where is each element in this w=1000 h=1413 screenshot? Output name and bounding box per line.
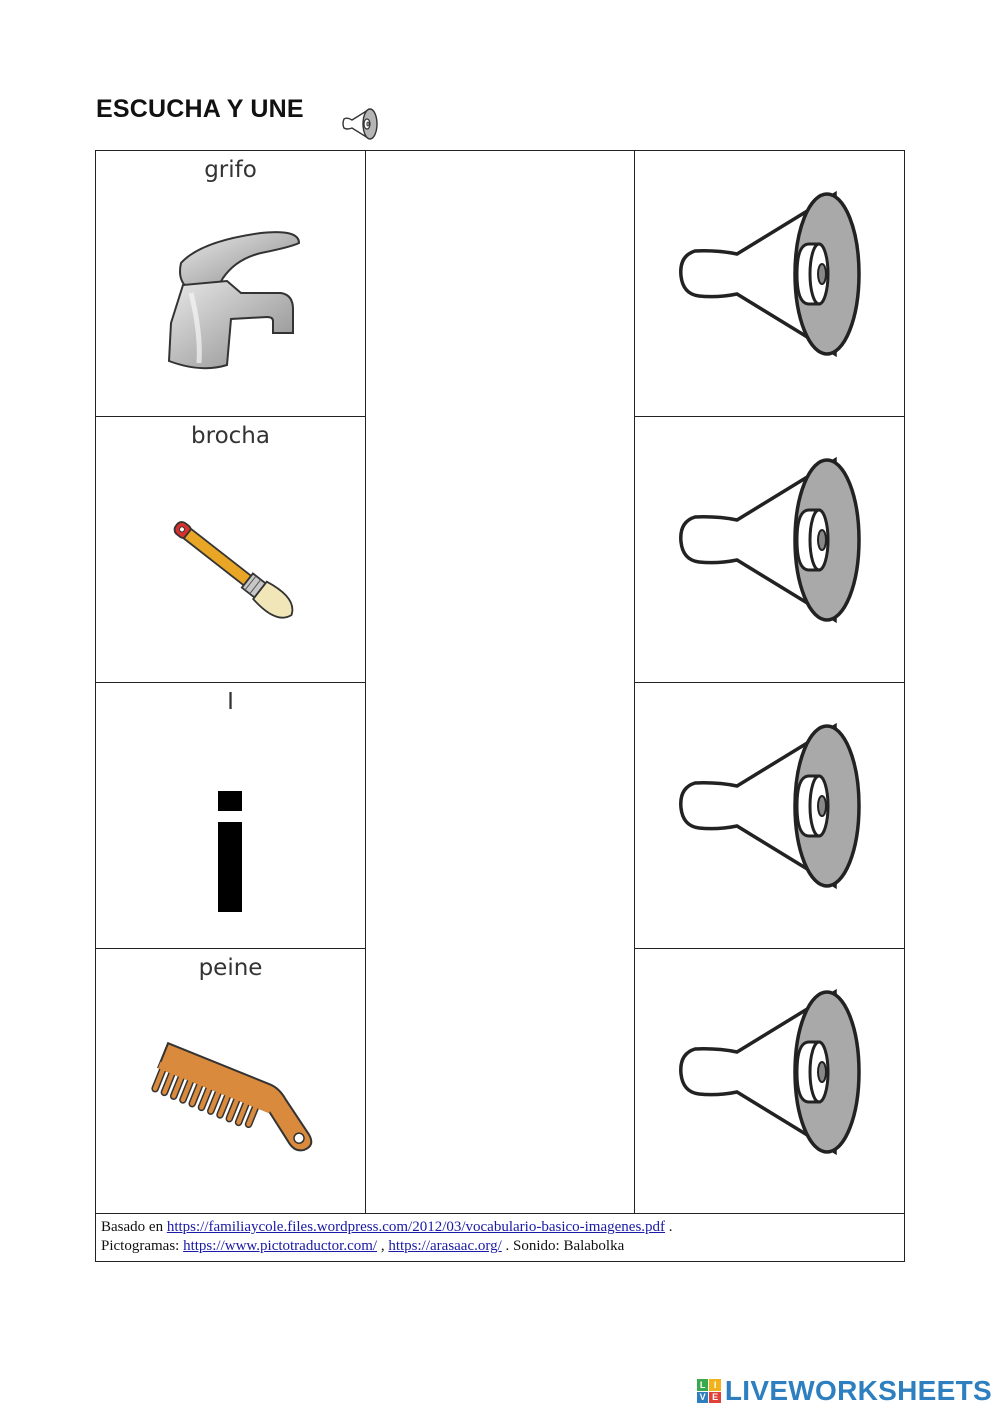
word-label: brocha — [191, 423, 270, 449]
credits-suffix: . — [668, 1219, 673, 1235]
speaker-icon — [677, 718, 867, 893]
speaker-icon — [677, 984, 867, 1159]
speaker-icon — [677, 186, 867, 361]
speaker-icon[interactable] — [340, 104, 384, 144]
comb-icon — [131, 1021, 331, 1181]
matching-grid — [95, 150, 905, 1214]
logo-mark-letter: L — [697, 1379, 709, 1391]
credits-prefix: Basado en — [101, 1219, 164, 1235]
speaker-icon — [677, 452, 867, 627]
logo-text: LIVEWORKSHEETS — [724, 1375, 992, 1406]
logo-mark-letter: I — [709, 1379, 721, 1391]
audio-card-4[interactable] — [635, 949, 905, 1215]
credits-box — [95, 1213, 905, 1262]
credits-line-1 — [101, 1218, 899, 1237]
audio-card-1[interactable] — [635, 151, 905, 417]
faucet-icon — [141, 223, 321, 383]
word-card-grifo[interactable] — [96, 151, 365, 417]
column-divider — [365, 151, 366, 1213]
logo-mark — [697, 1379, 721, 1403]
logo-mark-letter: E — [709, 1392, 721, 1404]
word-label: grifo — [204, 157, 257, 183]
pictotraductor-link[interactable]: https://www.pictotraductor.com/ — [183, 1238, 378, 1254]
word-card-i[interactable] — [96, 683, 365, 949]
audio-card-2[interactable] — [635, 417, 905, 683]
logo-mark-letter: V — [697, 1392, 709, 1404]
letter-i-icon — [201, 755, 261, 915]
pictograms-label: Pictogramas: — [101, 1238, 180, 1254]
audio-card-3[interactable] — [635, 683, 905, 949]
sound-credit: . Sonido: Balabolka — [505, 1238, 625, 1254]
separator: , — [380, 1238, 385, 1254]
arasaac-link[interactable]: https://arasaac.org/ — [388, 1238, 502, 1254]
page-title: ESCUCHA Y UNE — [96, 95, 304, 123]
word-card-brocha[interactable] — [96, 417, 365, 683]
word-card-peine[interactable] — [96, 949, 365, 1215]
liveworksheets-logo — [697, 1375, 992, 1407]
credits-line-2 — [101, 1237, 899, 1256]
source-link[interactable]: https://familiaycole.files.wordpress.com/2012/03/vocabulario-basico-imagenes.pdf — [166, 1219, 666, 1235]
word-label: peine — [198, 955, 263, 981]
word-label: I — [227, 689, 234, 715]
paintbrush-icon — [141, 489, 321, 649]
